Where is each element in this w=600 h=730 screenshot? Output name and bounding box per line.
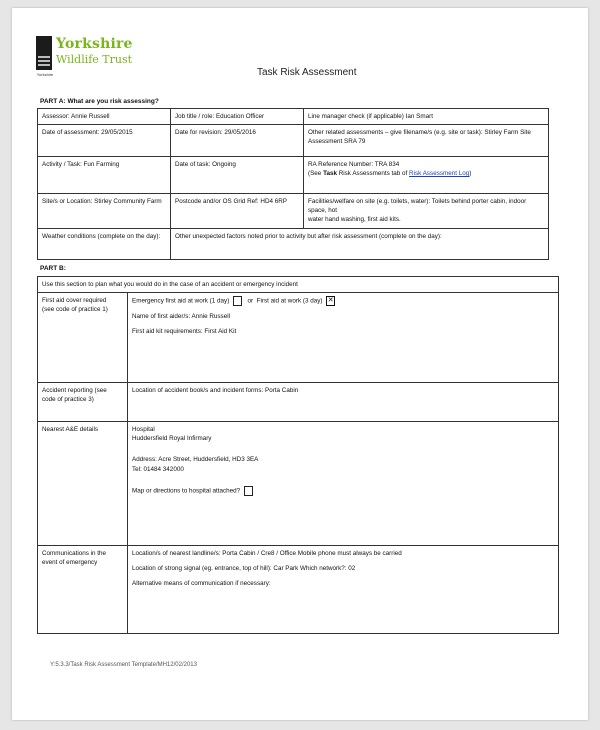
map-attached-row — [132, 486, 554, 496]
ra-log-reference: (See Task Risk Assessments tab of Risk Assessment Log) — [308, 170, 472, 178]
part-a-table — [37, 108, 549, 260]
other-assessments-line1: Other related assessments – give filename/s (e.g. site or task): Stirley Farm Site — [308, 129, 531, 137]
first-aid-options — [132, 296, 554, 306]
first-aid-details-cell — [128, 293, 559, 383]
logo-badge-icon — [36, 36, 52, 70]
other-factors-cell: Other unexpected factors noted prior to activity but after risk assessment (complete on the day): — [171, 228, 549, 259]
postcode-cell: Postcode and/or OS Grid Ref: HD4 6RP — [171, 194, 304, 228]
hospital-label: Hospital — [132, 426, 155, 434]
emergency-first-aid-label: Emergency first aid at work (1 day) — [132, 297, 230, 305]
logo-name-line2: Wildlife Trust — [56, 53, 133, 66]
accident-label-line1: Accident reporting (see — [42, 387, 107, 395]
ra-reference-number: RA Reference Number: TRA 834 — [308, 161, 400, 169]
part-b-table — [37, 276, 559, 634]
first-aid-at-work-label: First aid at work (3 day) — [256, 297, 323, 305]
accident-reporting-label-cell — [38, 383, 128, 422]
other-assessments-line2: Assessment SRA 79 — [308, 138, 366, 146]
site-cell: Site/s or Location: Stirley Community Farm — [38, 194, 171, 228]
comms-label-line2: event of emergency — [42, 559, 98, 567]
logo-name-line1: Yorkshire — [56, 36, 133, 52]
footer-reference: Y:5.3.3/Task Risk Assessment Template/MH12/02/2013 — [50, 662, 197, 668]
accident-location-cell: Location of accident book/s and incident forms: Porta Cabin — [128, 383, 559, 422]
first-aider-name: Name of first aider/s: Annie Russell — [132, 313, 230, 321]
part-b-intro-cell: Use this section to plan what you would do in the case of an accident or emergency incident — [38, 277, 559, 293]
emergency-first-aid-checkbox[interactable] — [233, 296, 242, 306]
first-aid-kit-requirements: First aid kit requirements: First Aid Kit — [132, 328, 237, 336]
hospital-name: Huddersfield Royal Infirmary — [132, 435, 212, 443]
ae-label-cell: Nearest A&E details — [38, 422, 128, 546]
yorkshire-wildlife-trust-logo — [36, 36, 156, 80]
date-of-task-cell: Date of task: Ongoing — [171, 157, 304, 194]
first-aid-label-cell — [38, 293, 128, 383]
part-a-heading: PART A: What are you risk assessing? — [40, 98, 159, 105]
date-for-revision-cell: Date for revision: 29/05/2016 — [171, 125, 304, 157]
comms-label-line1: Communications in the — [42, 550, 107, 558]
logo-region-text: Yorkshire — [36, 72, 54, 77]
map-attached-label: Map or directions to hospital attached? — [132, 487, 241, 495]
hospital-address: Address: Acre Street, Huddersfield, HD3 3EA — [132, 456, 259, 464]
first-aid-at-work-checkbox[interactable]: ✕ — [327, 297, 334, 305]
facilities-line2: water hand washing, first aid kits. — [308, 216, 401, 224]
activity-cell: Activity / Task: Fun Farming — [38, 157, 171, 194]
communications-details-cell — [128, 546, 559, 634]
first-aid-label-line1: First aid cover required — [42, 297, 107, 305]
risk-assessment-log-link[interactable]: Risk Assessment Log — [409, 170, 470, 178]
other-assessments-cell — [304, 125, 549, 157]
hospital-tel: Tel: 01484 342000 — [132, 465, 184, 473]
or-text: or — [247, 297, 254, 305]
communications-label-cell — [38, 546, 128, 634]
landline-location: Location/s of nearest landline/s: Porta Cabin / Cre8 / Office Mobile phone must always be carried — [132, 550, 402, 558]
facilities-line1: Facilities/welfare on site (e.g. toilets, water): Toilets behind porter cabin, indoor space, hot — [308, 198, 527, 215]
strong-signal-location: Location of strong signal (eg. entrance, top of hill): Car Park Which network?: 02 — [132, 565, 356, 573]
ra-reference-cell — [304, 157, 549, 194]
job-title-cell: Job title / role: Education Officer — [171, 109, 304, 125]
weather-cell: Weather conditions (complete on the day): — [38, 228, 171, 259]
line-manager-cell: Line manager check (if applicable) Ian Smart — [304, 109, 549, 125]
facilities-cell — [304, 194, 549, 228]
ae-details-cell — [128, 422, 559, 546]
accident-label-line2: code of practice 3) — [42, 396, 94, 404]
alternative-communication: Alternative means of communication if necessary: — [132, 580, 271, 588]
document-title: Task Risk Assessment — [257, 67, 357, 78]
first-aid-label-line2: (see code of practice 1) — [42, 306, 108, 314]
assessor-cell: Assessor: Annie Russell — [38, 109, 171, 125]
part-b-heading: PART B: — [40, 265, 66, 272]
map-attached-checkbox[interactable] — [244, 486, 253, 496]
date-of-assessment-cell: Date of assessment: 29/05/2015 — [38, 125, 171, 157]
